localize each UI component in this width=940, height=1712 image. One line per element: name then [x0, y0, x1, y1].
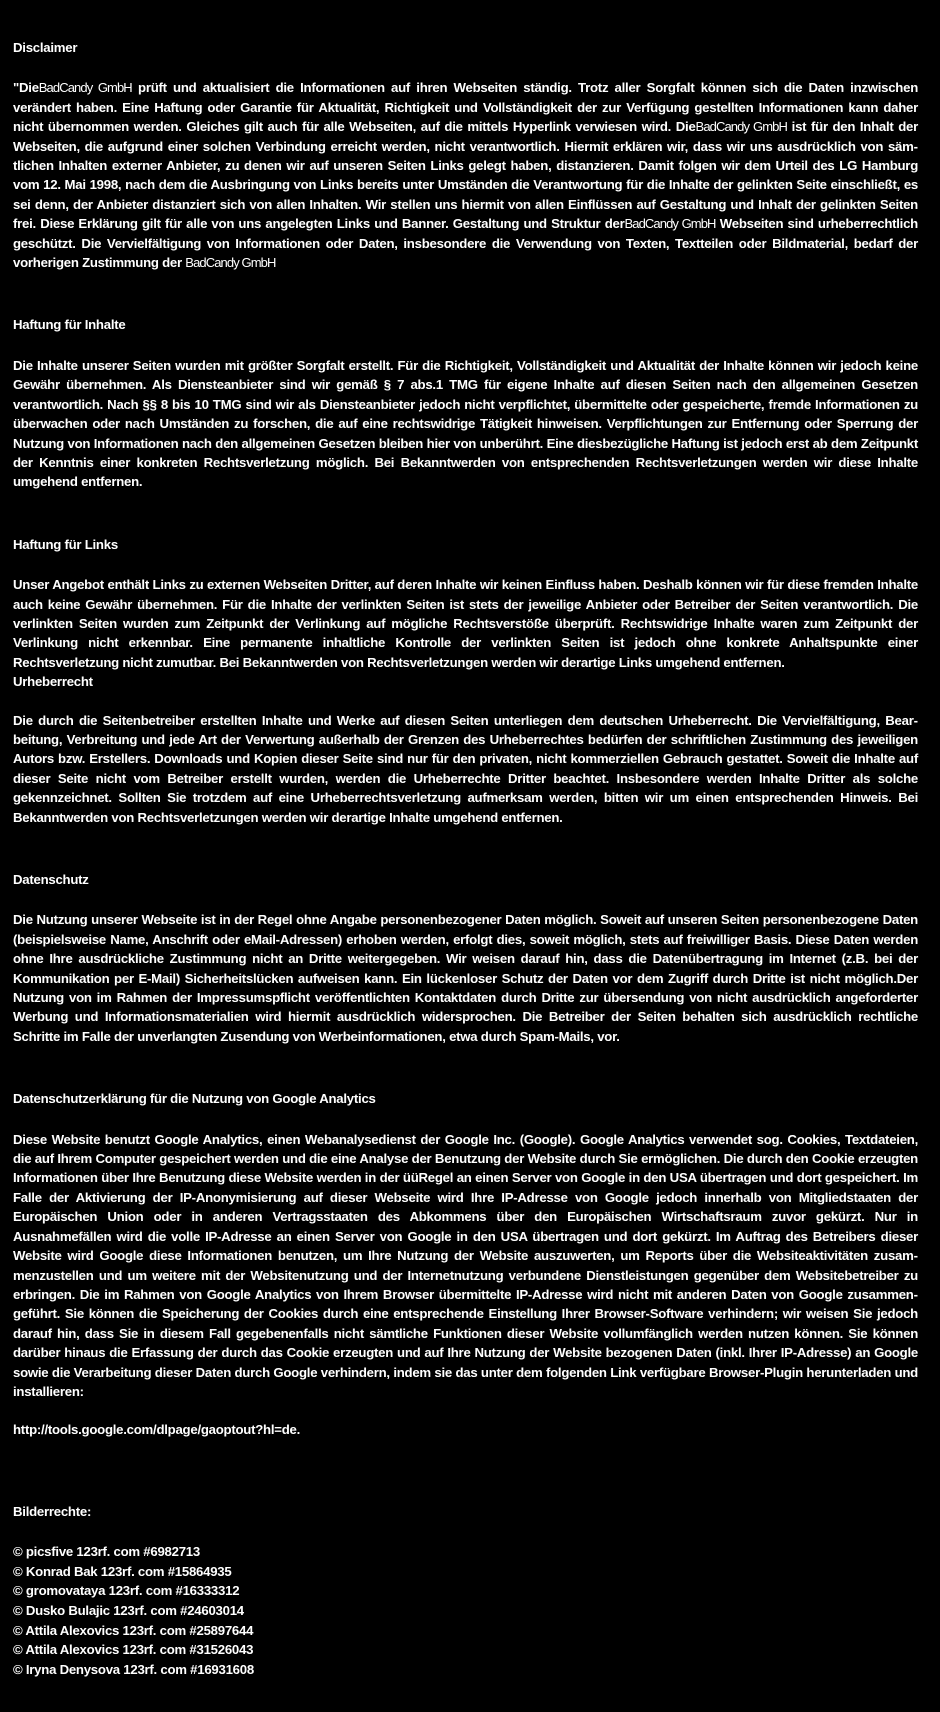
bilderrechte-item: © gromovataya 123rf. com #16333312: [13, 1583, 240, 1599]
bilderrechte-heading: Bilderrechte:: [13, 1503, 92, 1519]
bilderrechte-item: © Dusko Bulajic 123rf. com #24603014: [13, 1602, 244, 1618]
haftung-links-text: Unser Angebot enthält Links zu externen Webseiten Dritter, auf deren Inhalte wir keinen Einfluss haben. Deshalb können wir für diese fremden Inhalte auch keine Gewähr übernehmen. Für die Inhalte der verlinkten Seiten ist stets der jeweilige Anbieter oder Betreiber der Seiten verantwortlich. Die verlinkten Seiten wurden zum Zeitpunkt der Verlinkung auf mögliche Rechtsverstöße überprüft. Rechtswidrige Inhalte waren zum Zeitpunkt der Verlinkung nicht erkennbar. Eine permanente inhaltliche Kontrolle der verlinkten Seiten ist jedoch ohne konkrete Anhaltspunkte einer Rechtsverletzung nicht zumutbar. Bei Bekanntwerden von Rechtsverletzungen werden wir derartige Links umgehend entfernen.: [13, 577, 918, 670]
datenschutz-heading: Datenschutz: [13, 872, 89, 887]
disclaimer-text-start: "Die: [13, 80, 39, 96]
disclaimer-text-b: ist für den Inhalt der Webseiten, die aufgrund einer solchen Verbindung erreicht werden, nicht verantwortlich. Hiermit erklären wir, dass wir uns ausdrücklich von sämtlichen Inhalten externer Anbieter, zu denen wir auf unseren Seiten Links gelegt haben, distanzieren. Damit folgen wir dem Urteil des LG Hamburg vom 12. Mai 1998, nach dem die Ausbringung von Links bereits unter Umständen die Verantwortung für die Inhalte der gelinkten Seite einschließt, es sei denn, der Anbieter distanziert sich von allen Inhalten. Wir stellen uns hiermit von allen Einflüssen auf Gestaltung und Inhalt der gelinkten Seiten frei. Diese Erklärung gilt für alle von uns angelegten Links und Banner. Gestaltung und Struktur der: [13, 119, 918, 232]
analytics-optout-link[interactable]: http://tools.google.com/dlpage/gaoptout?hl=de.: [13, 1422, 301, 1438]
disclaimer-text-c: Webseiten sind urheberrechtlich geschützt. Die Vervielfältigung von Informationen oder Daten, insbesondere die Verwendung von Texten, Textteilen oder Bildmaterial, bedarf der vorherigen Zustimmung der: [13, 216, 918, 271]
bilderrechte-list: [13, 1542, 918, 1679]
haftung-inhalte-section: [13, 315, 918, 491]
urheberrecht-text: Die durch die Seitenbetreiber erstellten Inhalte und Werke auf diesen Seiten unterliegen dem deutschen Urheberrecht. Die Vervielfältigung, Bearbeitung, Verbreitung und jede Art der Verwertung außerhalb der Grenzen des Urheberrechtes bedürfen der schriftlichen Zustimmung des jeweiligen Autors bzw. Erstellers. Downloads und Kopien dieser Seite sind nur für den privaten, nicht kommerziellen Gebrauch gestattet. Soweit die Inhalte auf dieser Seite nicht vom Betreiber erstellt wurden, werden die Urheberrechte Dritter beachtet. Insbesondere werden Inhalte Dritter als solche gekennzeichnet. Sollten Sie trotzdem auf eine Urheberrechtsverletzung aufmerksam werden, bitten wir um einen entsprechenden Hinweis. Bei Bekanntwerden von Rechtsverletzungen werden wir derartige Inhalte umgehend entfernen.: [13, 712, 918, 825]
brand-name: BadCandy GmbH: [695, 119, 787, 135]
disclaimer-text-a: prüft und aktualisiert die Informationen auf ihren Webseiten ständig. Trotz aller Sorgfalt können sich die Daten inzwischen verändert haben. Eine Haftung oder Garantie für Aktualität, Richtigkeit und Vollständigkeit der zur Verfügung gestellten Informationen kann daher nicht übernommen werden. Gleiches gilt auch für alle Webseiten, auf die mittels Hyperlink verwiesen wird. Die: [13, 80, 918, 135]
haftung-inhalte-text: Die Inhalte unserer Seiten wurden mit größter Sorgfalt erstellt. Für die Richtigkeit, Vollständigkeit und Aktualität der Inhalte können wir jedoch keine Gewähr übernehmen. Als Diensteanbieter sind wir gemäß § 7 abs.1 TMG für eigene Inhalte auf diesen Seiten nach den allgemeinen Gesetzen verantwortlich. Nach §§ 8 bis 10 TMG sind wir als Diensteanbieter jedoch nicht verpflichtet, übermittelte oder gespeicherte, fremde Informationen zu überwachen oder nach Umständen zu forschen, die auf eine rechtswidrige Tätigkeit hinweisen. Verpflichtungen zur Entfernung oder Sperrung der Nutzung von Informationen nach den allgemeinen Gesetzen bleiben hier von unberührt. Eine diesbezügliche Haftung ist jedoch erst ab dem Zeitpunkt der Kenntnis einer konkreten Rechtsverletzung möglich. Bei Bekanntwerden von entsprechenden Rechtsverletzungen werden wir diese Inhalte umgehend entfernen.: [13, 357, 918, 490]
datenschutz-section: [13, 870, 918, 1046]
haftung-links-heading: Haftung für Links: [13, 536, 118, 552]
bilderrechte-item: © Konrad Bak 123rf. com #15864935: [13, 1563, 232, 1579]
bilderrechte-item: © Attila Alexovics 123rf. com #31526043: [13, 1642, 254, 1658]
brand-name: BadCandy GmbH: [624, 216, 716, 232]
bilderrechte-item: © Attila Alexovics 123rf. com #25897644: [13, 1622, 254, 1638]
datenschutz-text: Die Nutzung unserer Webseite ist in der Regel ohne Angabe personenbezogener Daten möglich. Soweit auf unseren Seiten personenbezogene Daten (beispielsweise Name, Anschrift oder eMail-Adressen) erhoben werden, erfolgt dies, soweit möglich, stets auf freiwilliger Basis. Diese Daten werden ohne Ihre ausdrückliche Zustimmung nicht an Dritte weitergegeben. Wir weisen darauf hin, dass die Datenübertragung im Internet (z.B. bei der Kommunikation per E-Mail) Sicherheitslücken aufweisen kann. Ein lückenloser Schutz der Daten vor dem Zugriff durch Dritte ist nicht möglich.Der Nutzung von im Rahmen der Impressumspflicht veröffentlichten Kontaktdaten durch Dritte zur übersendung von nicht ausdrücklich angeforderter Werbung und Informationsmaterialien wird hiermit ausdrücklich widersprochen. Die Betreiber der Seiten behalten sich ausdrücklich rechtliche Schritte im Falle der unverlangten Zusendung von Werbeinformationen, etwa durch Spam-Mails, vor.: [13, 912, 918, 1044]
haftung-inhalte-heading: Haftung für Inhalte: [13, 317, 126, 333]
bilderrechte-section: [13, 1502, 918, 1680]
bilderrechte-item: © Iryna Denysova 123rf. com #16931608: [13, 1661, 254, 1677]
haftung-links-section: [13, 535, 918, 827]
disclaimer-heading: Disclaimer: [13, 40, 78, 55]
disclaimer-section: [13, 38, 918, 272]
analytics-section: [13, 1089, 918, 1440]
brand-name: BadCandy GmbH: [38, 80, 132, 96]
disclaimer-text: [13, 78, 918, 272]
urheberrecht-heading: Urheberrecht: [13, 674, 93, 690]
bilderrechte-item: © picsfive 123rf. com #6982713: [13, 1544, 200, 1560]
analytics-heading: Datenschutzerklärung für die Nutzung von Google Analytics: [13, 1091, 376, 1107]
analytics-text: Diese Website benutzt Google Analytics, einen Webanalysedienst der Google Inc. (Google). Google Analytics verwendet sog. Cookies, Textdateien, die auf Ihrem Computer gespeichert werden und die eine Analyse der Benutzung der Website durch Sie ermöglichen. Die durch den Cookie erzeugten Informationen über Ihre Benutzung diese Website werden in der üüRegel an einen Server von Google in den USA übertragen und dort gespeichert. Im Falle der Aktivierung der IP-Anonymisierung auf dieser Webseite wird Ihre IP-Adresse von Google jedoch innerhalb von Mitgliedstaaten der Europäischen Union oder in anderen Vertragsstaaten des Abkommens über den Europäischen Wirtschaftsraum zuvor gekürzt. Nur in Ausnahmefällen wird die volle IP-Adresse an einen Server von Google in den USA übertragen und dort gekürzt. Im Auftrag des Betreibers dieser Website wird Google diese Informationen benutzen, um Ihre Nutzung der Website auszuwerten, um Reports über die Websiteaktivitäten zusammenzustellen und um weitere mit der Websitenutzung und der Internetnutzung verbundene Dienstleistungen gegenüber dem Websitebetreiber zu erbringen. Die im Rahmen von Google Analytics von Ihrem Browser übermittelte IP-Adresse wird nicht mit anderen Daten von Google zusammengeführt. Sie können die Speicherung der Cookies durch eine entsprechende Einstellung Ihrer Browser-Software verhindern; wir weisen Sie jedoch darauf hin, dass Sie in diesem Fall gegebenenfalls nicht sämtliche Funktionen dieser Website vollumfänglich werden nutzen können. Sie können darüber hinaus die Erfassung der durch das Cookie erzeugten und auf Ihre Nutzung der Website bezogenen Daten (inkl. Ihrer IP-Adresse) an Google sowie die Verarbeitung dieser Daten durch Google verhindern, indem sie das unter dem folgenden Link verfügbare Browser-Plugin herunterladen und installieren:: [13, 1131, 918, 1399]
brand-name: BadCandy GmbH: [185, 255, 276, 271]
